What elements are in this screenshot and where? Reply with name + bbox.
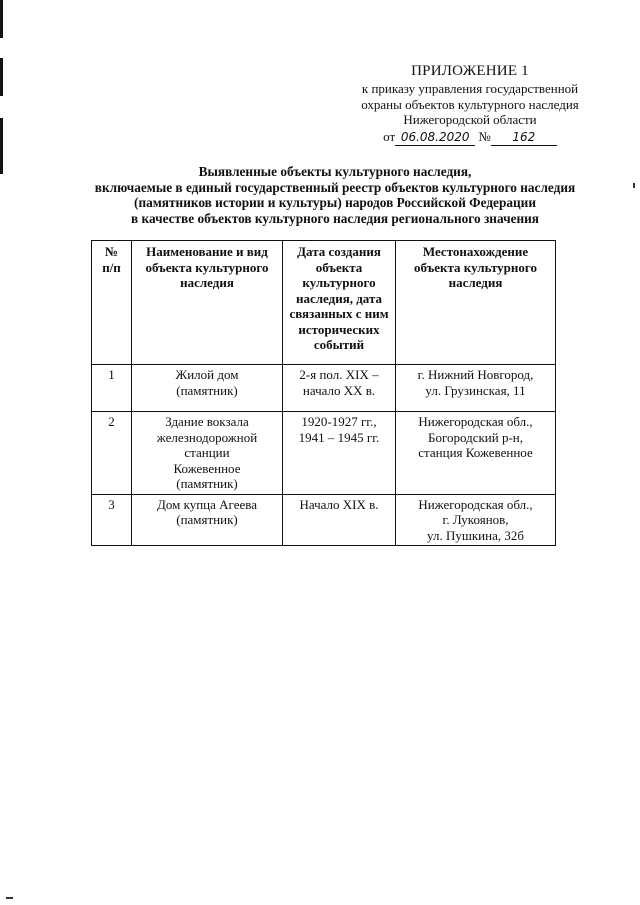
- title-line: Выявленные объекты культурного наследия,: [198, 164, 472, 179]
- object-location: г. Нижний Новгород, ул. Грузинская, 11: [396, 365, 556, 412]
- appendix-block: [345, 62, 595, 146]
- header-location: Местонахождение объекта культурного наследия: [396, 241, 556, 365]
- title-line: (памятников истории и культуры) народов Российской Федерации: [134, 195, 536, 210]
- object-location: Нижегородская обл., Богородский р-н, станция Кожевенное: [396, 412, 556, 495]
- title-line: в качестве объектов культурного наследия регионального значения: [130, 210, 539, 226]
- table-header-row: [92, 241, 556, 365]
- scan-edge-mark: [0, 118, 3, 174]
- number-prefix: №: [478, 128, 491, 144]
- scan-speck: [6, 897, 13, 899]
- object-date: Начало XIX в.: [283, 494, 396, 546]
- table-row: [92, 412, 556, 495]
- row-number: 1: [92, 365, 132, 412]
- appendix-line: охраны объектов культурного наследия: [361, 96, 579, 112]
- handwritten-date: 06.08.2020: [395, 130, 475, 147]
- row-number: 3: [92, 494, 132, 546]
- handwritten-number: 162: [491, 130, 557, 147]
- scan-edge-mark: [0, 58, 3, 96]
- scan-speck: [633, 183, 635, 188]
- header-name: Наименование и вид объекта культурного наследия: [132, 241, 283, 365]
- date-prefix: от: [383, 128, 396, 144]
- scan-edge-mark: [0, 0, 3, 38]
- appendix-line: Нижегородской области: [403, 112, 537, 127]
- document-title: [40, 164, 630, 226]
- table-row: [92, 365, 556, 412]
- order-reference: [345, 129, 595, 147]
- object-name: Жилой дом (памятник): [132, 365, 283, 412]
- object-location: Нижегородская обл., г. Лукоянов, ул. Пушкина, 32б: [396, 494, 556, 546]
- appendix-line: к приказу управления государственной: [361, 81, 579, 96]
- header-date: Дата создания объекта культурного наследия, дата связанных с ним исторических событий: [283, 241, 396, 365]
- object-date: 1920-1927 гг., 1941 – 1945 гг.: [283, 412, 396, 495]
- row-number: 2: [92, 412, 132, 495]
- object-name: Здание вокзала железнодорожной станции Кожевенное (памятник): [132, 412, 283, 495]
- header-number: № п/п: [92, 241, 132, 365]
- title-line: включаемые в единый государственный реестр объектов культурного наследия: [94, 179, 576, 195]
- object-name: Дом купца Агеева (памятник): [132, 494, 283, 546]
- table-row: [92, 494, 556, 546]
- object-date: 2-я пол. XIX – начало XX в.: [283, 365, 396, 412]
- heritage-objects-table: [91, 240, 556, 546]
- appendix-heading: ПРИЛОЖЕНИЕ 1: [411, 63, 529, 79]
